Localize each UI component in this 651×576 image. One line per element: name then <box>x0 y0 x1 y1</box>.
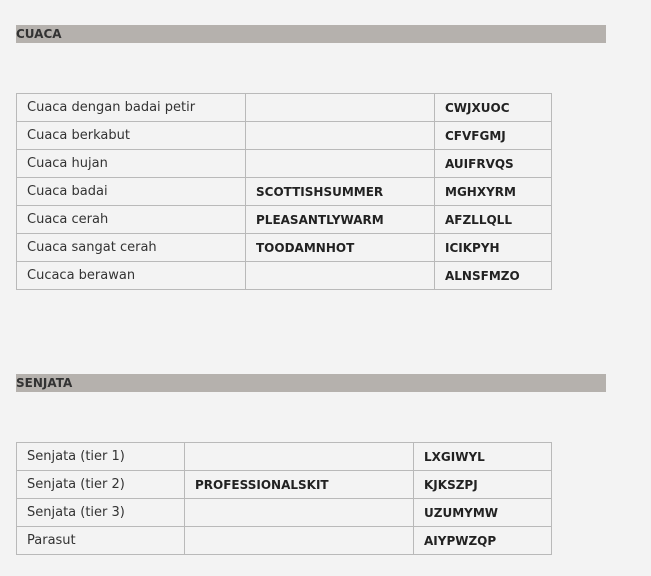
cheat-code-pc <box>185 443 414 471</box>
cheat-code: LXGIWYL <box>414 443 552 471</box>
cheat-name: Cuaca hujan <box>17 150 246 178</box>
cheat-table-senjata <box>16 442 552 555</box>
cheat-code-pc <box>246 94 435 122</box>
table-row <box>17 150 552 178</box>
cheat-name: Senjata (tier 3) <box>17 499 185 527</box>
cheat-name: Cuaca dengan badai petir <box>17 94 246 122</box>
cheat-name: Senjata (tier 2) <box>17 471 185 499</box>
cheat-name: Cuaca cerah <box>17 206 246 234</box>
cheat-code-pc <box>246 262 435 290</box>
table-row <box>17 206 552 234</box>
table-row <box>17 443 552 471</box>
cheat-code: ALNSFMZO <box>435 262 552 290</box>
cheat-code-pc: TOODAMNHOT <box>246 234 435 262</box>
cheat-code-pc <box>246 150 435 178</box>
cheat-code: AUIFRVQS <box>435 150 552 178</box>
cheat-name: Parasut <box>17 527 185 555</box>
cheat-code: AFZLLQLL <box>435 206 552 234</box>
section-header-senjata <box>16 374 606 392</box>
cheat-code-pc: SCOTTISHSUMMER <box>246 178 435 206</box>
table-row <box>17 122 552 150</box>
section-header-cuaca <box>16 25 606 43</box>
cheat-code: CFVFGMJ <box>435 122 552 150</box>
cheat-name: Cucaca berawan <box>17 262 246 290</box>
cheat-code-pc: PLEASANTLYWARM <box>246 206 435 234</box>
table-row <box>17 262 552 290</box>
cheat-code-pc <box>246 122 435 150</box>
cheat-code: KJKSZPJ <box>414 471 552 499</box>
cheat-name: Cuaca badai <box>17 178 246 206</box>
table-row <box>17 178 552 206</box>
cheat-name: Cuaca sangat cerah <box>17 234 246 262</box>
cheat-name: Cuaca berkabut <box>17 122 246 150</box>
cheat-code: UZUMYMW <box>414 499 552 527</box>
cheat-code-pc <box>185 499 414 527</box>
cheat-table-cuaca <box>16 93 552 290</box>
table-row <box>17 471 552 499</box>
cheat-code: MGHXYRM <box>435 178 552 206</box>
cheat-code: CWJXUOC <box>435 94 552 122</box>
cheat-code: ICIKPYH <box>435 234 552 262</box>
cheat-code-pc <box>185 527 414 555</box>
cheat-code: AIYPWZQP <box>414 527 552 555</box>
table-row <box>17 499 552 527</box>
cheat-code-pc: PROFESSIONALSKIT <box>185 471 414 499</box>
cheat-name: Senjata (tier 1) <box>17 443 185 471</box>
table-row <box>17 94 552 122</box>
table-row <box>17 234 552 262</box>
table-row <box>17 527 552 555</box>
section-title: SENJATA <box>16 376 73 390</box>
section-title: CUACA <box>16 27 62 41</box>
